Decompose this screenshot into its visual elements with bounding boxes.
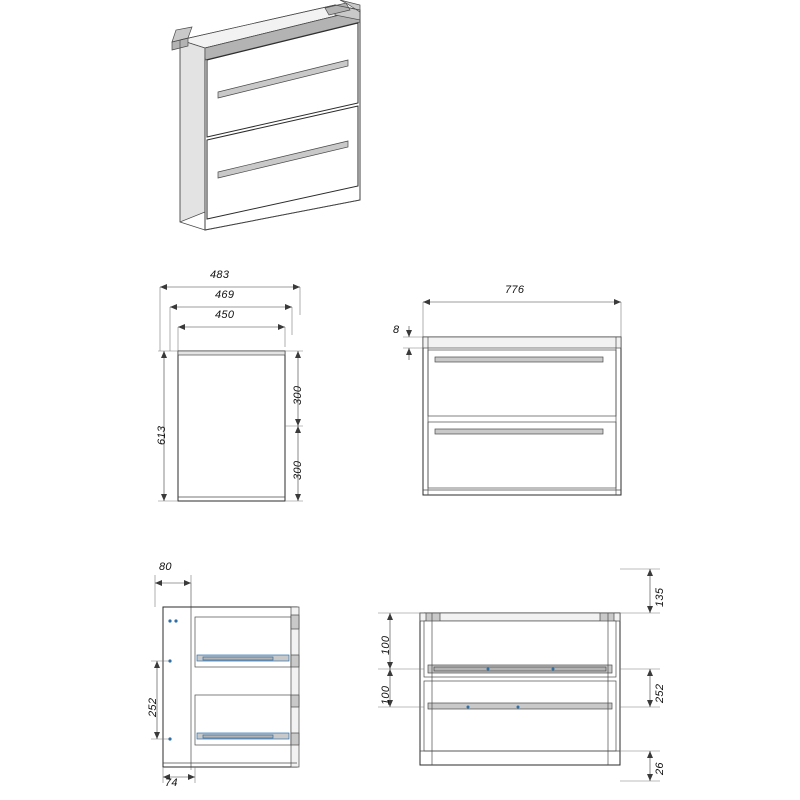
dim-upper-span: 100	[380, 635, 392, 655]
dim-rail-height-top: 252	[654, 683, 666, 703]
front-elevation-view	[395, 282, 655, 512]
dim-width-total: 776	[505, 284, 525, 296]
side-section-geometry	[125, 555, 355, 795]
isometric-view	[150, 0, 410, 240]
dim-top-offset: 135	[654, 587, 666, 607]
isometric-cabinet	[150, 0, 410, 240]
top-section-geometry	[368, 555, 668, 795]
dim-lower-span: 100	[380, 685, 392, 705]
dim-bottom-offset: 26	[654, 762, 666, 775]
top-section-view	[368, 555, 668, 795]
side-section-view	[125, 555, 355, 795]
dim-offset-top: 80	[159, 561, 172, 573]
dim-offset-bottom: 74	[165, 777, 178, 789]
side-elevation-view	[140, 265, 370, 515]
dim-rail-height-side: 252	[147, 697, 159, 717]
side-elevation-geometry	[140, 265, 370, 515]
dim-depth-inner: 450	[215, 309, 235, 321]
dim-drawer-upper: 300	[292, 385, 304, 405]
dim-top-gap: 8	[393, 324, 400, 336]
dim-drawer-lower: 300	[292, 460, 304, 480]
front-elevation-geometry	[395, 282, 655, 512]
dim-depth-mid: 469	[215, 289, 235, 301]
dim-depth-outer: 483	[210, 269, 230, 281]
dim-height-total: 613	[156, 425, 168, 445]
